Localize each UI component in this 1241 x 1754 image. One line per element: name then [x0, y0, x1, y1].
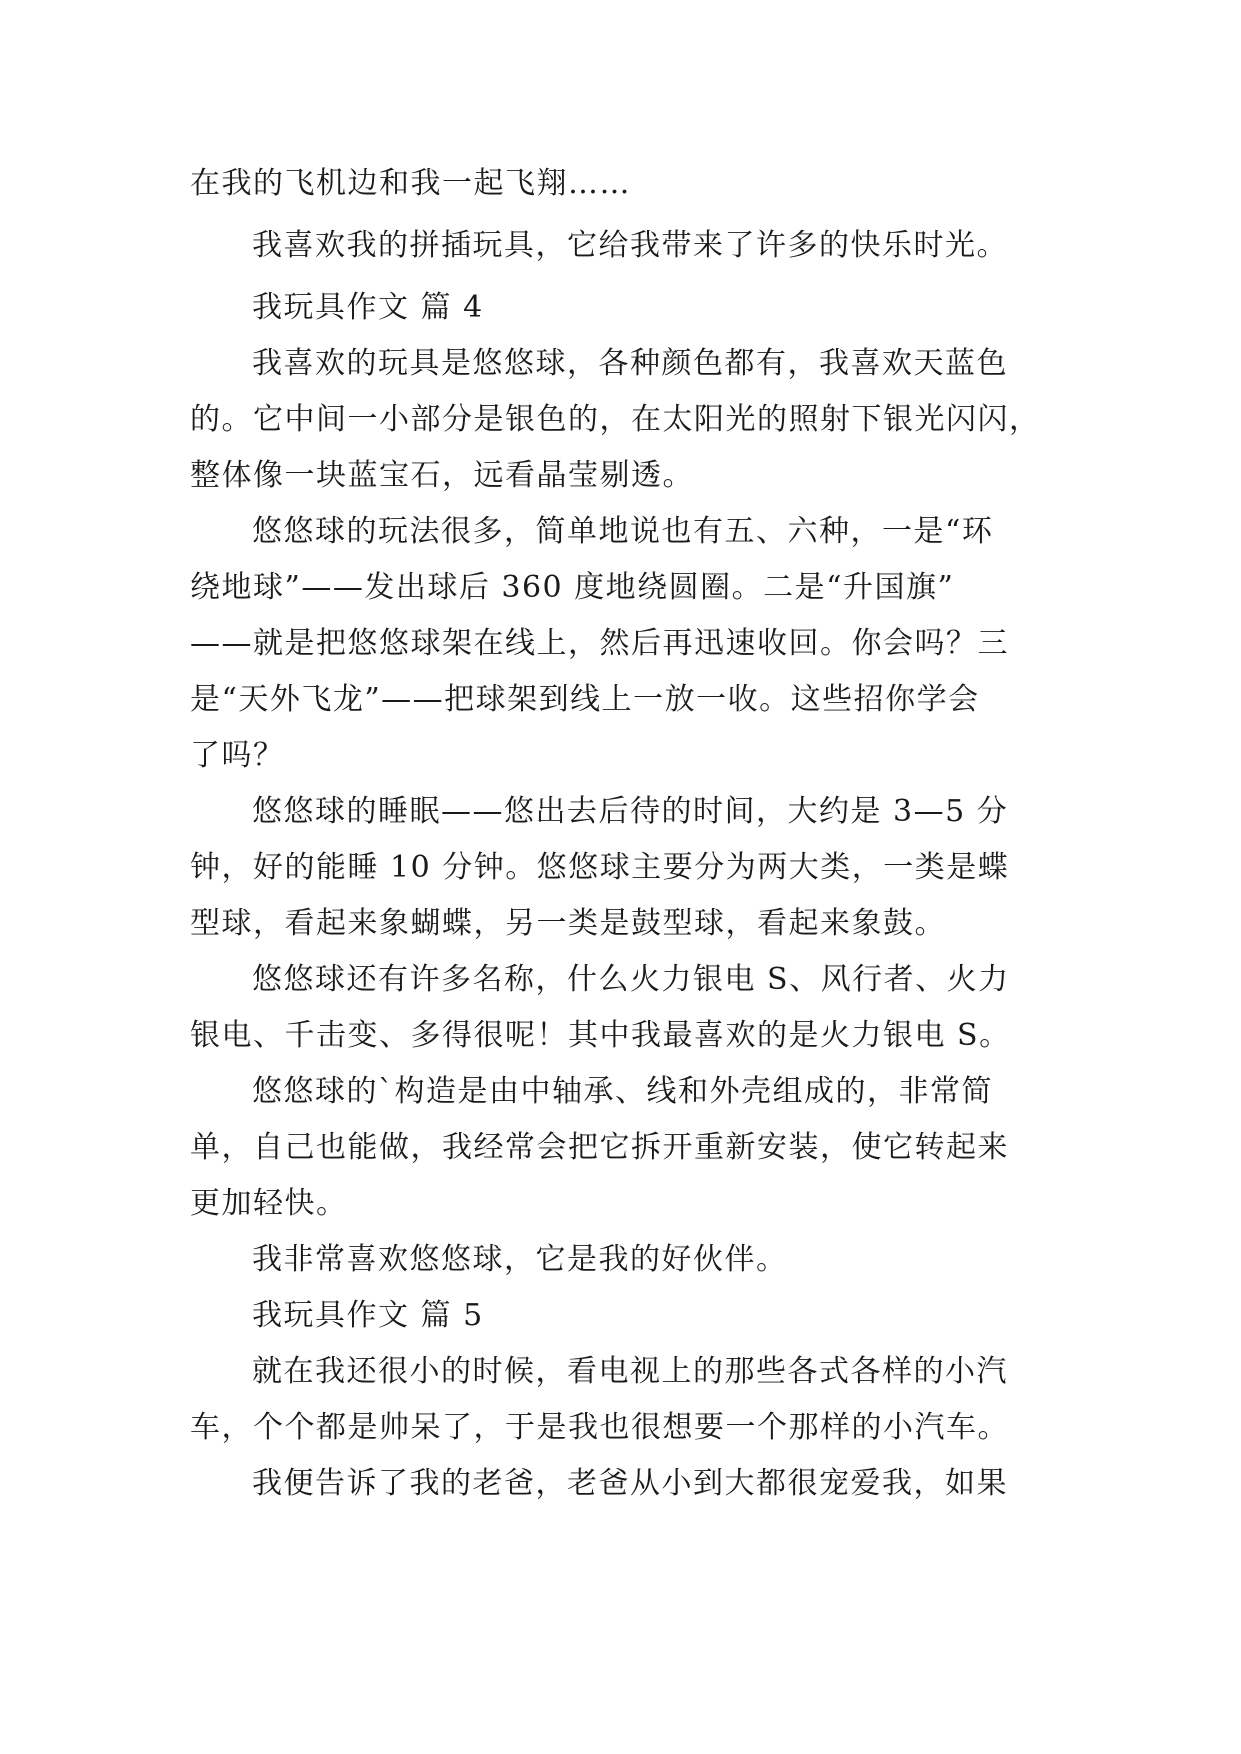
text-line: ——就是把悠悠球架在线上，然后再迅速收回。你会吗？三	[190, 626, 1009, 661]
section-heading: 我玩具作文 篇 4	[252, 290, 484, 325]
text-line: 我喜欢我的拼插玩具，它给我带来了许多的快乐时光。	[252, 228, 1008, 263]
text-line: 型球，看起来象蝴蝶，另一类是鼓型球，看起来象鼓。	[190, 906, 946, 941]
text-line: 是“天外飞龙”——把球架到线上一放一收。这些招你学会	[190, 682, 980, 717]
text-line: 在我的飞机边和我一起飞翔……	[190, 166, 631, 201]
text-line: 的。它中间一小部分是银色的，在太阳光的照射下银光闪闪，	[190, 402, 1041, 437]
text-line: 我便告诉了我的老爸，老爸从小到大都很宠爱我，如果	[252, 1466, 1008, 1501]
text-line: 整体像一块蓝宝石，远看晶莹剔透。	[190, 458, 694, 493]
text-line: 我喜欢的玩具是悠悠球，各种颜色都有，我喜欢天蓝色	[252, 346, 1008, 381]
text-line: 悠悠球的睡眠——悠出去后待的时间，大约是 3—5 分	[252, 794, 1009, 829]
text-line: 我非常喜欢悠悠球，它是我的好伙伴。	[252, 1242, 788, 1277]
text-line: 悠悠球的玩法很多，简单地说也有五、六种，一是“环	[252, 514, 994, 549]
text-line: 悠悠球的`构造是由中轴承、线和外壳组成的，非常简	[252, 1074, 993, 1109]
text-line: 车，个个都是帅呆了，于是我也很想要一个那样的小汽车。	[190, 1410, 1009, 1445]
text-line: 绕地球”——发出球后 360 度地绕圆圈。二是“升国旗”	[190, 570, 955, 605]
text-line: 单，自己也能做，我经常会把它拆开重新安装，使它转起来	[190, 1130, 1009, 1165]
section-heading: 我玩具作文 篇 5	[252, 1298, 484, 1333]
text-line: 悠悠球还有许多名称，什么火力银电 S、风行者、火力	[252, 962, 1010, 997]
text-line: 就在我还很小的时候，看电视上的那些各式各样的小汽	[252, 1354, 1008, 1389]
text-line: 更加轻快。	[190, 1186, 348, 1221]
text-line: 钟，好的能睡 10 分钟。悠悠球主要分为两大类，一类是蝶	[190, 850, 1010, 885]
text-line: 了吗？	[190, 738, 285, 773]
text-line: 银电、千击变、多得很呢！其中我最喜欢的是火力银电 S。	[190, 1018, 1011, 1053]
